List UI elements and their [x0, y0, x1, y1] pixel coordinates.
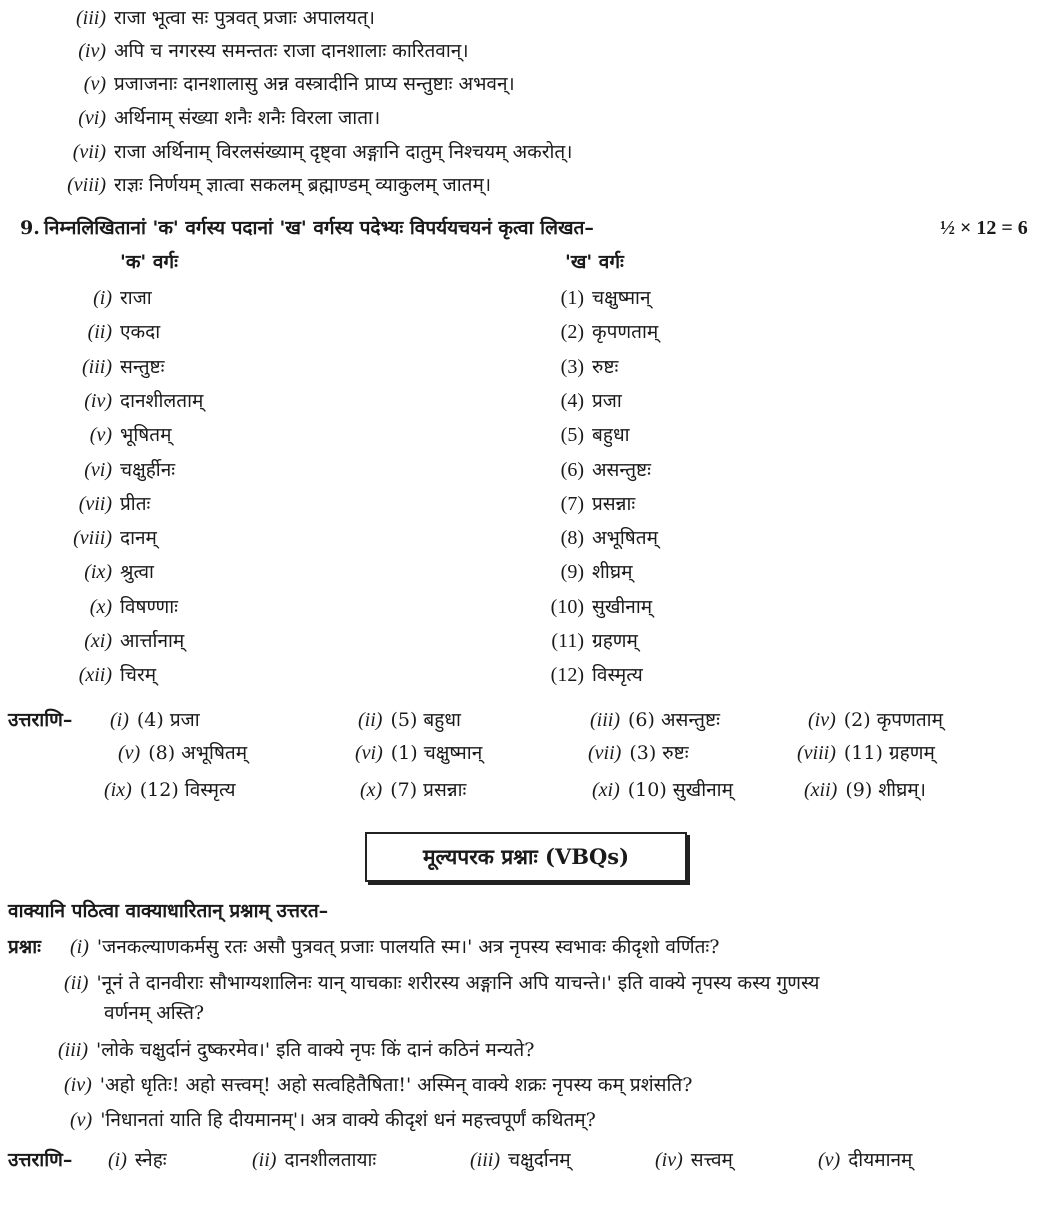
column-b-item-text: प्रसन्नाः — [592, 492, 636, 515]
column-b-item-number: (4) — [560, 389, 584, 412]
vbq-answer — [252, 1148, 376, 1172]
vbq-question-text: 'अहो धृतिः! अहो सत्त्वम्! अहो सत्वहितैषिता!' अस्मिन् वाक्ये शक्रः नृपस्य कम् प्रशंसति? — [99, 1074, 693, 1096]
list-item — [50, 140, 572, 164]
column-a-item-number: (iv) — [84, 389, 112, 412]
column-b-item — [540, 560, 632, 584]
answer-item-number: (ix) — [104, 779, 132, 801]
q9-answers-label: उत्तराणि– — [8, 709, 73, 731]
answer-item-text: (12) विस्मृत्य — [139, 779, 236, 801]
column-a-item-number: (ii) — [87, 321, 112, 344]
column-a-item — [60, 526, 157, 550]
column-b-item — [540, 663, 643, 687]
column-b-item-number: (7) — [560, 492, 584, 515]
column-b-item — [540, 286, 651, 310]
vbq-answer — [470, 1148, 571, 1172]
column-a-item-text: चिरम् — [120, 664, 157, 687]
column-a-item — [60, 458, 175, 482]
column-b-item — [540, 595, 652, 619]
list-item — [50, 72, 515, 96]
answer-item-text: (9) शीघ्रम्। — [845, 779, 926, 801]
answer-item-number: (xii) — [804, 779, 838, 801]
column-a-item-number: (v) — [89, 424, 112, 447]
vbq-answer-text: सत्त्वम् — [690, 1149, 733, 1171]
list-item-number: (vii) — [72, 141, 106, 163]
column-b-item-text: रुष्टः — [592, 355, 619, 378]
answer-item — [355, 741, 482, 765]
column-a-item-text: सन्तुष्टः — [120, 355, 165, 378]
list-item-number: (v) — [83, 73, 106, 95]
answer-item — [808, 708, 943, 732]
vbq-question — [70, 1108, 596, 1132]
column-a-item — [60, 629, 184, 653]
column-a-item — [60, 663, 156, 687]
column-a-item — [60, 423, 171, 447]
list-item-text: राजा भूत्वा सः पुत्रवत् प्रजाः अपालयत्। — [114, 7, 375, 29]
column-a-item — [60, 320, 160, 344]
answer-item — [358, 708, 461, 732]
question-9-text: निम्नलिखितानां 'क' वर्गस्य पदानां 'ख' वर्गस्य पदेभ्यः विपर्ययचयनं कृत्वा लिखत– — [44, 217, 594, 239]
column-a-item-number: (iii) — [82, 355, 112, 378]
column-a-item-number: (xi) — [84, 630, 112, 652]
vbq-answer — [818, 1148, 912, 1172]
vbq-questions-label: प्रश्नाः — [8, 936, 42, 958]
answer-item-number: (viii) — [797, 742, 836, 764]
column-a-item-number: (i) — [93, 287, 112, 309]
column-a-item-text: एकदा — [120, 321, 161, 344]
list-item — [50, 173, 491, 197]
column-b-item-text: प्रजा — [592, 389, 622, 412]
list-item-number: (viii) — [67, 174, 106, 196]
list-item-number: (vi) — [78, 107, 106, 129]
vbq-answer — [108, 1148, 167, 1172]
vbq-answer — [655, 1148, 733, 1172]
column-b-item-text: कृपणताम् — [592, 321, 659, 344]
column-a-item — [60, 492, 150, 516]
vbq-question — [70, 935, 719, 959]
answer-item-number: (iv) — [808, 709, 836, 731]
vbq-question-number: (iii) — [58, 1039, 88, 1061]
column-b-item-text: विस्मृत्य — [592, 664, 643, 687]
vbq-answer-text: स्नेहः — [134, 1149, 167, 1171]
column-b-item-number: (8) — [560, 527, 584, 550]
column-a-item-text: दानशीलताम् — [120, 389, 204, 412]
answer-item — [118, 741, 247, 765]
column-a-item — [60, 595, 178, 619]
column-a-item-number: (x) — [89, 595, 112, 618]
list-item — [50, 39, 469, 63]
column-a-item-text: चक्षुर्हीनः — [120, 458, 176, 481]
vbq-question-text: 'नूनं ते दानवीराः सौभाग्यशालिनः यान् याचकाः शरीरस्य अङ्गानि अपि याचन्ते।' इति वाक्ये नृपस्य कस्य गुणस्य — [96, 972, 820, 994]
column-b-item-number: (6) — [560, 458, 584, 481]
vbq-answer-number: (ii) — [252, 1149, 277, 1171]
question-9-number: 9. — [20, 217, 40, 239]
column-a-item-text: राजा — [120, 287, 152, 309]
column-a-item — [60, 355, 164, 379]
vbq-answer-text: चक्षुर्दानम् — [508, 1149, 571, 1171]
vbq-answer-number: (v) — [818, 1149, 841, 1171]
answer-item-number: (iii) — [590, 709, 620, 731]
vbq-question-number: (iv) — [64, 1074, 92, 1096]
answer-item-text: (7) प्रसन्नाः — [390, 779, 467, 801]
vbq-answer-number: (iii) — [470, 1149, 500, 1171]
column-a-item — [60, 286, 152, 310]
list-item-text: राजा अर्थिनाम् विरलसंख्याम् दृष्ट्वा अङ्गानि दातुम् निश्चयम् अकरोत्। — [114, 141, 573, 163]
column-a-item-text: आर्त्तानाम् — [120, 630, 185, 652]
vbq-question-number: (v) — [70, 1109, 93, 1131]
vbq-question-number: (i) — [70, 936, 89, 958]
column-b-item-text: शीघ्रम् — [592, 561, 633, 584]
answer-item-text: (1) चक्षुष्मान् — [390, 742, 483, 764]
list-item — [50, 106, 380, 130]
column-b-item — [540, 320, 658, 344]
vbq-question-continuation: वर्णनम् अस्ति? — [104, 1002, 205, 1024]
vbq-question-text: 'जनकल्याणकर्मसु रतः असौ पुत्रवत् प्रजाः पालयति स्म।' अत्र नृपस्य स्वभावः कीदृशो वर्णितः? — [96, 936, 720, 958]
vbq-question-text: 'लोके चक्षुर्दानं दुष्करमेव।' इति वाक्ये नृपः किं दानं कठिनं मन्यते? — [96, 1039, 535, 1061]
list-item-text: अर्थिनाम् संख्या शनैः शनैः विरला जाता। — [114, 107, 381, 129]
column-b-header: 'ख' वर्गः — [565, 251, 624, 273]
column-a-item-text: विषण्णाः — [120, 595, 178, 618]
column-a-header: 'क' वर्गः — [120, 251, 178, 273]
column-b-item-number: (12) — [550, 664, 584, 687]
vbq-answer-text: दानशीलतायाः — [284, 1149, 377, 1171]
list-item — [50, 6, 375, 30]
column-b-item-number: (5) — [560, 424, 584, 447]
column-a-item-number: (vi) — [84, 458, 112, 481]
column-a-item-text: श्रुत्वा — [120, 561, 154, 584]
column-b-item-text: असन्तुष्टः — [592, 458, 651, 481]
answer-item-number: (vii) — [588, 742, 622, 764]
vbq-question — [64, 1073, 692, 1097]
answer-item-number: (ii) — [358, 709, 383, 731]
list-item-text: प्रजाजनाः दानशालासु अन्न वस्त्रादीनि प्राप्य सन्तुष्टाः अभवन्। — [114, 73, 515, 95]
vbq-question — [64, 971, 819, 995]
column-a-item-number: (ix) — [84, 561, 112, 584]
column-b-item — [540, 423, 630, 447]
answer-item-text: (3) रुष्टः — [629, 742, 689, 764]
answer-item-text: (4) प्रजा — [136, 709, 200, 731]
vbq-answers-label: उत्तराणि– — [8, 1149, 73, 1171]
column-a-item-number: (xii) — [78, 664, 112, 687]
column-b-item-number: (11) — [551, 630, 584, 652]
vbq-question-number: (ii) — [64, 972, 89, 994]
answer-item-number: (xi) — [592, 779, 620, 801]
column-b-item — [540, 389, 622, 413]
list-item-number: (iii) — [76, 7, 106, 29]
column-a-item-number: (viii) — [73, 527, 112, 550]
answer-item — [592, 778, 733, 802]
column-b-item-number: (10) — [550, 595, 584, 618]
column-b-item-text: ग्रहणम् — [592, 630, 638, 652]
answer-item — [797, 741, 935, 765]
answer-item — [360, 778, 466, 802]
column-b-item — [540, 458, 651, 482]
vbq-question-text: 'निधानतां याति हि दीयमानम्'। अत्र वाक्ये कीदृशं धनं महत्त्वपूर्णं कथितम्? — [100, 1109, 596, 1131]
column-b-item-number: (2) — [560, 321, 584, 344]
column-b-item — [540, 629, 638, 653]
column-b-item — [540, 492, 635, 516]
answer-item-text: (5) बहुधा — [390, 709, 461, 731]
column-b-item-text: अभूषितम् — [592, 527, 658, 550]
list-item-text: राज्ञः निर्णयम् ज्ञात्वा सकलम् ब्रह्माण्डम् व्याकुलम् जातम्। — [114, 174, 492, 196]
column-a-item-text: दानम् — [120, 527, 157, 550]
column-b-item-text: सुखीनाम् — [592, 595, 653, 618]
vbq-answer-text: दीयमानम् — [848, 1149, 913, 1171]
column-a-item-text: भूषितम् — [120, 424, 172, 447]
answer-item-text: (2) कृपणताम् — [843, 709, 943, 731]
answer-item — [110, 708, 200, 732]
answer-item — [804, 778, 926, 802]
column-b-item — [540, 526, 658, 550]
column-b-item-text: बहुधा — [592, 424, 630, 447]
answer-item-number: (v) — [118, 742, 141, 764]
vbq-answer-number: (i) — [108, 1149, 127, 1171]
column-b-item-number: (9) — [560, 561, 584, 584]
column-a-item — [60, 389, 203, 413]
vbq-answer-number: (iv) — [655, 1149, 683, 1171]
column-b-item-number: (3) — [560, 355, 584, 378]
answer-item-number: (vi) — [355, 742, 383, 764]
answer-item — [104, 778, 236, 802]
answer-item — [590, 708, 720, 732]
vbq-instruction: वाक्यानि पठित्वा वाक्याधारितान् प्रश्नाम् उत्तरत– — [8, 900, 329, 922]
column-b-item-text: चक्षुष्मान् — [592, 287, 651, 309]
vbq-section-title-box — [365, 832, 687, 882]
answer-item — [588, 741, 689, 765]
column-a-item — [60, 560, 154, 584]
vbq-section-title: मूल्यपरक प्रश्नाः (VBQs) — [422, 844, 630, 869]
answer-item-text: (6) असन्तुष्टः — [628, 709, 720, 731]
answer-item-text: (10) सुखीनाम् — [627, 779, 733, 801]
column-b-item — [540, 355, 618, 379]
column-a-item-text: प्रीतः — [120, 492, 151, 515]
answer-item-text: (11) ग्रहणम् — [843, 742, 935, 764]
answer-item-number: (i) — [110, 709, 129, 731]
list-item-number: (iv) — [78, 40, 106, 62]
answer-item-text: (8) अभूषितम् — [148, 742, 248, 764]
column-a-item-number: (vii) — [78, 492, 112, 515]
vbq-question — [58, 1038, 534, 1062]
column-b-item-number: (1) — [560, 287, 584, 309]
list-item-text: अपि च नगरस्य समन्ततः राजा दानशालाः कारितवान्। — [114, 40, 469, 62]
answer-item-number: (x) — [360, 779, 383, 801]
question-9-marks: ½ × 12 = 6 — [940, 217, 1028, 239]
